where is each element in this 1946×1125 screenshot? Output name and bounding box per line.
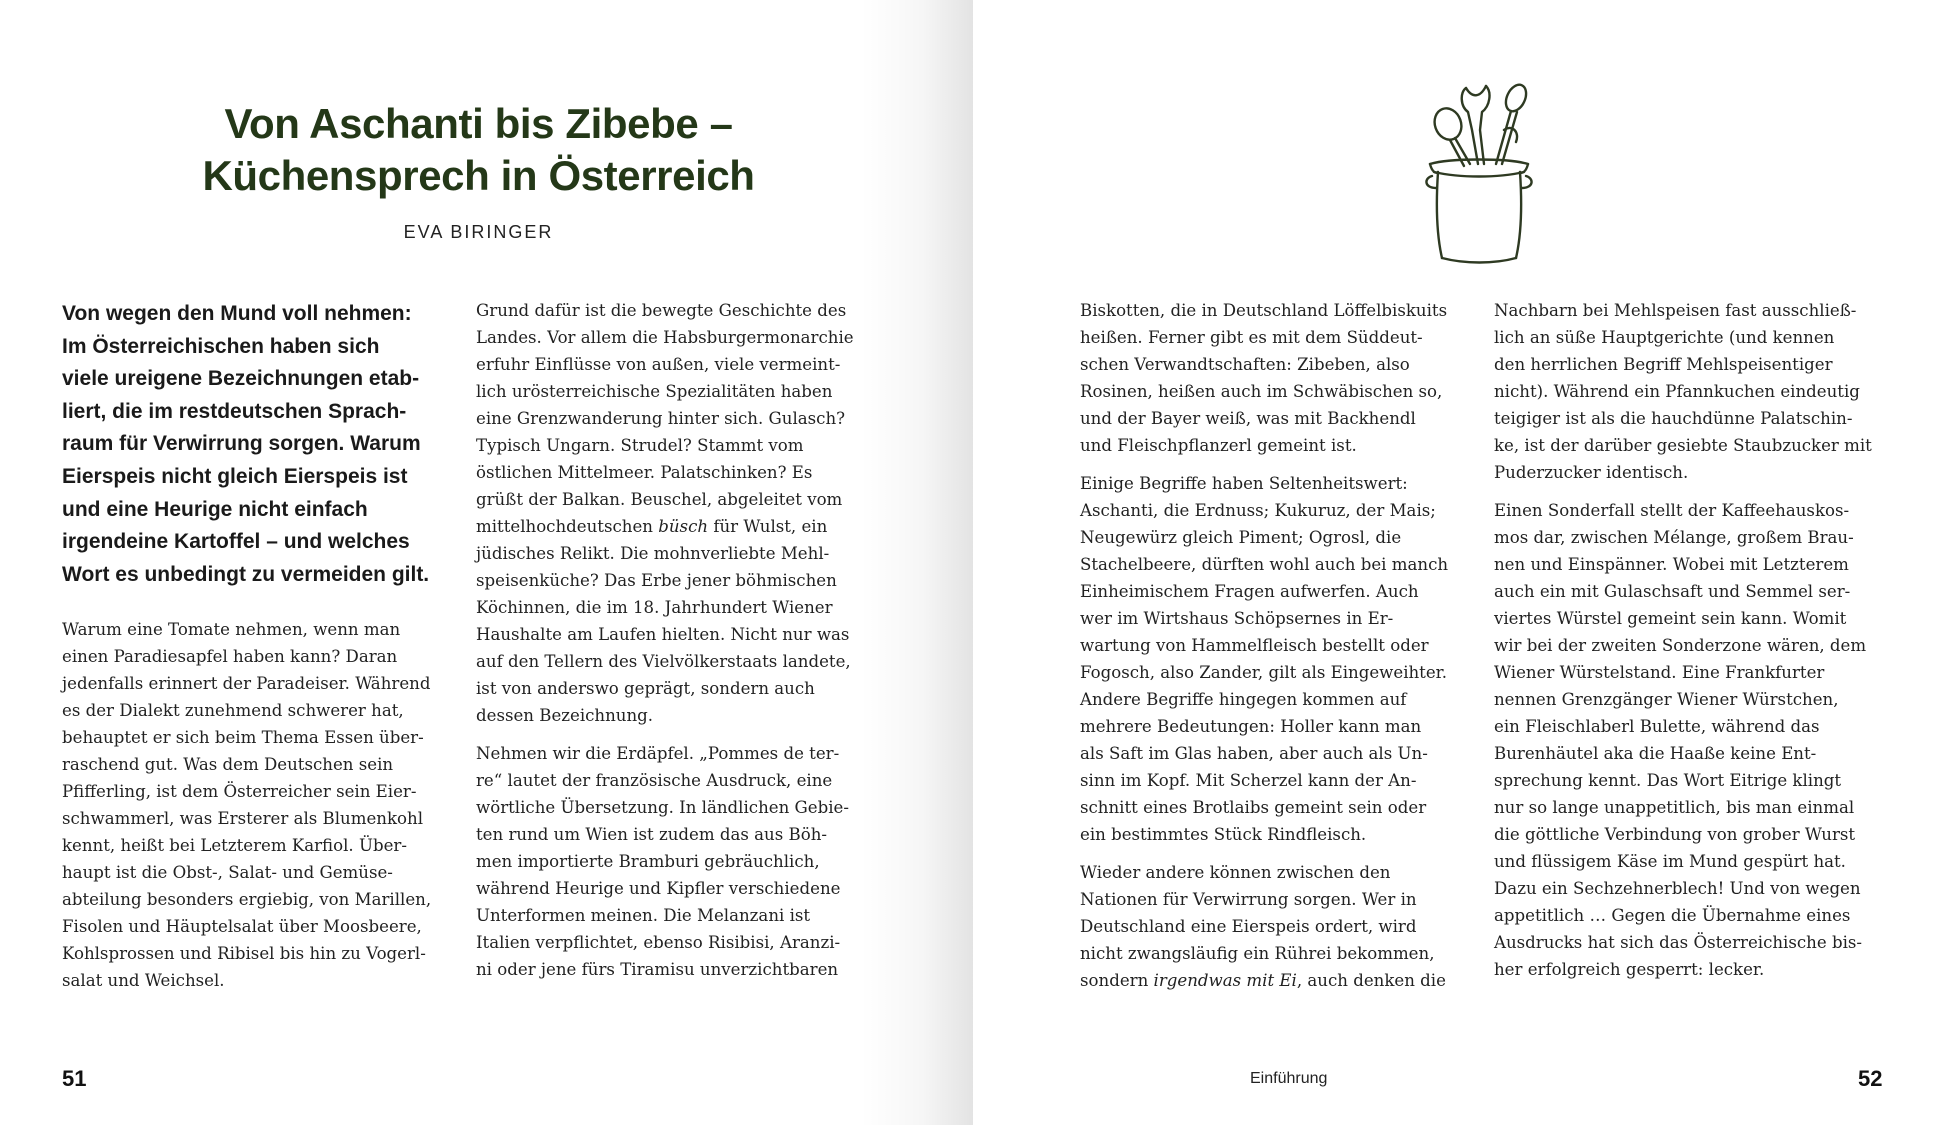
text-line: viertes Würstel gemeint sein kann. Womit [1494, 609, 1847, 628]
text-line: sprechung kennt. Das Wort Eitrige klingt [1494, 771, 1842, 790]
text-line: re“ lautet der französische Ausdruck, eine [476, 771, 833, 790]
text-line: Kohlsprossen und Ribisel bis hin zu Vogerl- [62, 944, 426, 963]
text-line: schwammerl, was Ersterer als Blumenkohl [62, 809, 424, 828]
text-line: ke, ist der darüber gesiebte Staubzucker mit [1494, 436, 1872, 455]
text-line: Andere Begriffe hingegen kommen auf [1080, 690, 1407, 709]
lead-line: und eine Heurige nicht einfach [62, 497, 368, 521]
text-line: nennen Grenzgänger Wiener Würstchen, [1494, 690, 1839, 709]
text-line: ten rund um Wien ist zudem das aus Böh- [476, 825, 828, 844]
text-line: Pfifferling, ist dem Österreicher sein Eier- [62, 782, 417, 801]
text-line: schen Verwandtschaften: Zibeben, also [1080, 355, 1410, 374]
text-line: lich an süße Hauptgerichte (und kennen [1494, 328, 1835, 347]
text-line: lich urösterreichische Spezialitäten haben [476, 382, 833, 401]
text-line: Puderzucker identisch. [1494, 463, 1689, 482]
text-line: behauptet er sich beim Thema Essen über- [62, 728, 424, 747]
lead-line: Von wegen den Mund voll nehmen: [62, 302, 412, 325]
text-line: östlichen Mittelmeer. Palatschinken? Es [476, 463, 813, 482]
text-line: Biskotten, die in Deutschland Löffelbiskuits [1080, 301, 1448, 320]
body-paragraph [476, 740, 876, 983]
running-head: Einführung [1250, 1070, 1328, 1087]
text-line: Unterformen meinen. Die Melanzani ist [476, 906, 811, 925]
text-line: Einen Sonderfall stellt der Kaffeehauskos- [1494, 501, 1850, 520]
text-line: Italien verpflichtet, ebenso Risibisi, Aranzi- [476, 933, 841, 952]
text-line: auf den Tellern des Vielvölkerstaats landete, [476, 652, 851, 671]
text-line: Neugewürz gleich Piment; Ogrosl, die [1080, 528, 1402, 547]
lead-paragraph [62, 298, 462, 591]
body-paragraph [1080, 470, 1480, 848]
text-line: Deutschland eine Eierspeis ordert, wird [1080, 917, 1417, 936]
text-line: den herrlichen Begriff Mehlspeisentiger [1494, 355, 1833, 374]
lead-line: liert, die im restdeutschen Sprach- [62, 399, 407, 423]
text-line: Nachbarn bei Mehlspeisen fast ausschließ- [1494, 301, 1857, 320]
title-line: Von Aschanti bis Zibebe – [224, 100, 733, 147]
text-line: Ausdrucks hat sich das Österreichische bis- [1494, 933, 1863, 952]
text-line: und der Bayer weiß, was mit Backhendl [1080, 409, 1416, 428]
text-line: Nationen für Verwirrung sorgen. Wer in [1080, 890, 1417, 909]
article-title [100, 98, 857, 202]
text-line: wartung von Hammelfleisch bestellt oder [1080, 636, 1429, 655]
title-line: Küchensprech in Österreich [202, 152, 755, 199]
text-line: und Fleischpflanzerl gemeint ist. [1080, 436, 1357, 455]
text-line: Landes. Vor allem die Habsburgermonarchie [476, 328, 854, 347]
lead-line: Eierspeis nicht gleich Eierspeis ist [62, 464, 408, 488]
text-line: Haushalte am Laufen hielten. Nicht nur was [476, 625, 850, 644]
text-line: abteilung besonders ergiebig, von Marillen, [62, 890, 432, 909]
text-line: Einheimischem Fragen aufwerfen. Auch [1080, 582, 1419, 601]
text-line: erfuhr Einflüsse von außen, viele vermeint- [476, 355, 841, 374]
body-column-left-2 [476, 297, 876, 983]
body-paragraph [1080, 297, 1480, 459]
text-line: Stachelbeere, dürften wohl auch bei manch [1080, 555, 1449, 574]
text-line: jedenfalls erinnert der Paradeiser. Während [62, 674, 431, 693]
text-line: mittelhochdeutschen büsch für Wulst, ein [476, 517, 828, 536]
text-line: Wiener Würstelstand. Eine Frankfurter [1494, 663, 1825, 682]
text-line: sondern irgendwas mit Ei, auch denken die [1080, 971, 1446, 990]
text-line: Aschanti, die Erdnuss; Kukuruz, der Mais; [1080, 501, 1436, 520]
body-paragraph [1494, 497, 1894, 983]
text-line: jüdisches Relikt. Die mohnverliebte Mehl- [476, 544, 830, 563]
text-line: mehrere Bedeutungen: Holler kann man [1080, 717, 1422, 736]
text-line: Grund dafür ist die bewegte Geschichte des [476, 301, 847, 320]
text-line: wir bei der zweiten Sonderzone wären, dem [1494, 636, 1867, 655]
text-line: Nehmen wir die Erdäpfel. „Pommes de ter- [476, 744, 840, 763]
body-column-right-1 [1080, 297, 1480, 994]
text-line: Warum eine Tomate nehmen, wenn man [62, 620, 401, 639]
text-line: salat und Weichsel. [62, 971, 225, 990]
text-line: haupt ist die Obst-, Salat- und Gemüse- [62, 863, 393, 882]
gutter-shadow-left [860, 0, 973, 1125]
text-line: heißen. Ferner gibt es mit dem Süddeut- [1080, 328, 1423, 347]
italic-term: büsch [658, 517, 709, 536]
text-line: ein bestimmtes Stück Rindfleisch. [1080, 825, 1367, 844]
text-fragment: für Wulst, ein [708, 517, 828, 536]
text-line: ni oder jene fürs Tiramisu unverzichtbaren [476, 960, 839, 979]
text-line: ein Fleischlaberl Bulette, während das [1494, 717, 1820, 736]
text-line: Einige Begriffe haben Seltenheitswert: [1080, 474, 1408, 493]
page-number-right: 52 [1858, 1066, 1883, 1091]
text-line: kennt, heißt bei Letzterem Karfiol. Über- [62, 836, 407, 855]
text-line: ist von anderswo geprägt, sondern auch [476, 679, 815, 698]
author-name: EVA BIRINGER [403, 222, 554, 242]
lead-line: Im Österreichischen haben sich [62, 334, 380, 358]
body-paragraph [1080, 859, 1480, 994]
text-line: Typisch Ungarn. Strudel? Stammt vom [476, 436, 804, 455]
body-paragraph [1494, 297, 1894, 486]
text-line: men importierte Bramburi gebräuchlich, [476, 852, 820, 871]
text-line: her erfolgreich gesperrt: lecker. [1494, 960, 1765, 979]
text-line: nicht). Während ein Pfannkuchen eindeutig [1494, 382, 1860, 401]
lead-line: viele ureigene Bezeichnungen etab- [62, 367, 420, 391]
lead-line: irgendeine Kartoffel – und welches [62, 530, 410, 554]
text-line: speisenküche? Das Erbe jener böhmischen [476, 571, 837, 590]
text-line: wer im Wirtshaus Schöpsernes in Er- [1080, 609, 1394, 628]
body-column-right-2 [1494, 297, 1894, 983]
text-line: Burenhäutel aka die Haaße keine Ent- [1494, 744, 1817, 763]
text-line: appetitlich … Gegen die Übernahme eines [1494, 906, 1851, 925]
text-line: nen und Einspänner. Wobei mit Letzterem [1494, 555, 1849, 574]
utensil-crock-icon [1420, 72, 1538, 272]
text-line: teigiger ist als die hauchdünne Palatschin- [1494, 409, 1853, 428]
italic-term: irgendwas mit Ei [1153, 971, 1297, 990]
page-number-left: 51 [62, 1066, 87, 1091]
text-line: grüßt der Balkan. Beuschel, abgeleitet vom [476, 490, 843, 509]
text-line: eine Grenzwanderung hinter sich. Gulasch? [476, 409, 846, 428]
text-line: Wieder andere können zwischen den [1080, 863, 1391, 882]
text-line: die göttliche Verbindung von grober Wurst [1494, 825, 1856, 844]
text-line: raschend gut. Was dem Deutschen sein [62, 755, 394, 774]
text-line: dessen Bezeichnung. [476, 706, 654, 725]
text-line: es der Dialekt zunehmend schwerer hat, [62, 701, 404, 720]
lead-line: Wort es unbedingt zu vermeiden gilt. [62, 562, 430, 586]
text-line: Fisolen und Häuptelsalat über Moosbeere, [62, 917, 422, 936]
text-line: einen Paradiesapfel haben kann? Daran [62, 647, 398, 666]
text-line: Fogosch, also Zander, gilt als Eingeweihter. [1080, 663, 1448, 682]
text-line: nur so lange unappetitlich, bis man einmal [1494, 798, 1855, 817]
text-line: Rosinen, heißen auch im Schwäbischen so, [1080, 382, 1443, 401]
text-line: auch ein mit Gulaschsaft und Semmel ser- [1494, 582, 1851, 601]
text-line: schnitt eines Brotlaibs gemeint sein oder [1080, 798, 1427, 817]
text-line: während Heurige und Kipfler verschiedene [476, 879, 841, 898]
text-line: nicht zwangsläufig ein Rührei bekommen, [1080, 944, 1435, 963]
text-line: sinn im Kopf. Mit Scherzel kann der An- [1080, 771, 1417, 790]
body-paragraph [476, 297, 876, 729]
lead-line: raum für Verwirrung sorgen. Warum [62, 432, 421, 456]
text-line: Dazu ein Sechzehnerblech! Und von wegen [1494, 879, 1861, 898]
body-paragraph [62, 616, 462, 994]
body-column-left-1 [62, 616, 462, 994]
text-fragment: , auch denken die [1296, 971, 1446, 990]
text-line: wörtliche Übersetzung. In ländlichen Gebie- [476, 798, 849, 817]
text-line: Köchinnen, die im 18. Jahrhundert Wiener [476, 598, 833, 617]
text-line: mos dar, zwischen Mélange, großem Brau- [1494, 528, 1854, 547]
text-line: und flüssigem Käse im Mund gespürt hat. [1494, 852, 1846, 871]
text-line: als Saft im Glas haben, aber auch als Un- [1080, 744, 1428, 763]
